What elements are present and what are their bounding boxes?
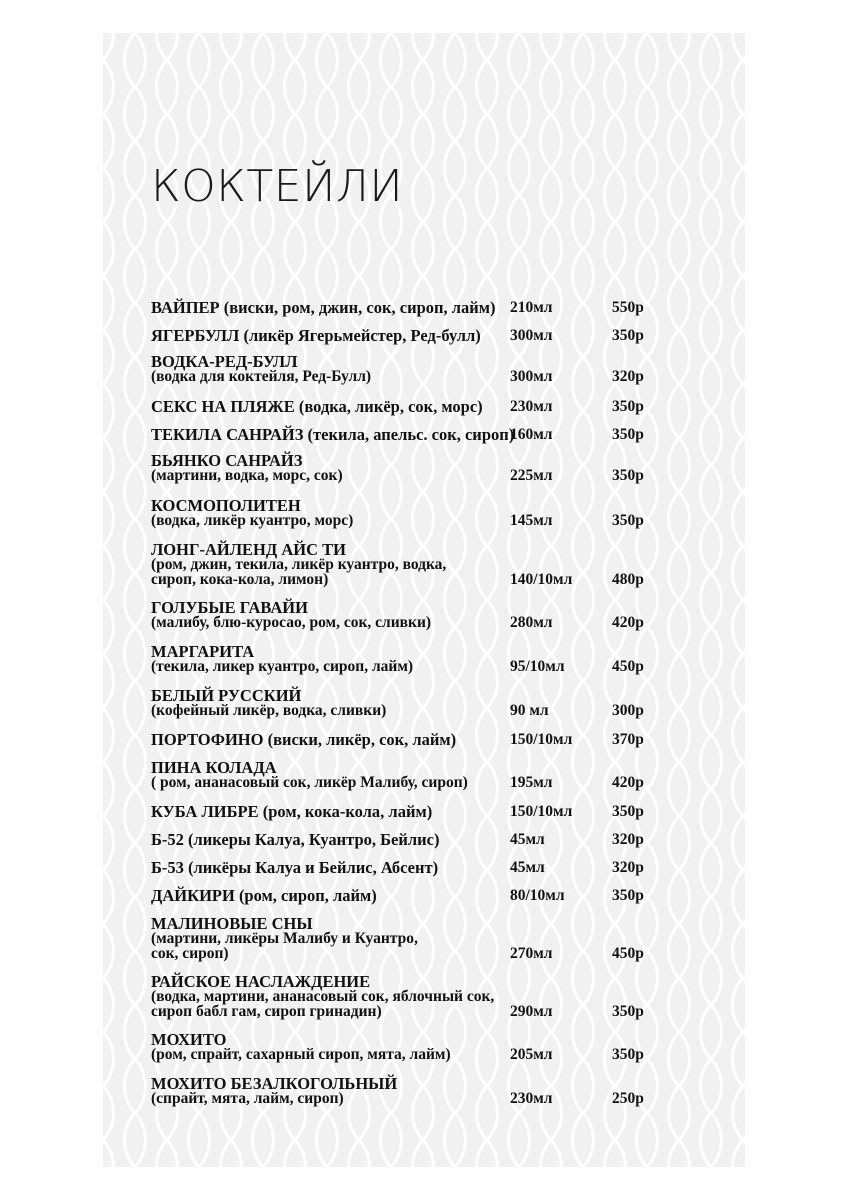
menu-item-description xyxy=(151,328,521,343)
menu-item-name: ПИНА КОЛАДА xyxy=(151,758,277,777)
menu-item-description xyxy=(151,804,521,819)
menu-item-volume: 230мл xyxy=(510,1090,553,1107)
menu-item-description xyxy=(151,644,521,674)
menu-item-price: 480р xyxy=(612,571,644,588)
menu-item-name: МОХИТО БЕЗАЛКОГОЛЬНЫЙ xyxy=(151,1074,398,1093)
menu-item-volume: 150/10мл xyxy=(510,803,573,820)
menu-item-description xyxy=(151,888,521,903)
menu-item-ingredients: (малибу, блю-куросао, ром, сок, сливки) xyxy=(151,614,432,631)
menu-item-volume: 225мл xyxy=(510,467,553,484)
menu-item-volume: 145мл xyxy=(510,512,553,529)
menu-item-ingredients: (мартини, ликёры Малибу и Куантро, xyxy=(151,930,418,947)
menu-item-name: ЛОНГ-АЙЛЕНД АЙС ТИ xyxy=(151,540,346,559)
menu-item-volume: 160мл xyxy=(510,426,553,443)
menu-item-ingredients: ( ром, ананасовый сок, ликёр Малибу, сироп) xyxy=(151,774,468,791)
menu-item-name: КУБА ЛИБРЕ (ром, кока-кола, лайм) xyxy=(151,802,433,821)
menu-item-price: 350р xyxy=(612,398,644,415)
menu-item-price: 350р xyxy=(612,887,644,904)
menu-item-name: Б-52 (ликеры Калуа, Куантро, Бейлис) xyxy=(151,830,440,849)
menu-item-price: 450р xyxy=(612,945,644,962)
menu-item-name: ВАЙПЕР (виски, ром, джин, сок, сироп, лайм) xyxy=(151,298,496,317)
menu-item-volume: 205мл xyxy=(510,1046,553,1063)
menu-item-name: МАЛИНОВЫЕ СНЫ xyxy=(151,914,313,933)
menu-item-price: 320р xyxy=(612,368,644,385)
menu-item-description xyxy=(151,399,521,414)
menu-item-price: 370р xyxy=(612,731,644,748)
menu-item-ingredients: (водка, ликёр куантро, морс) xyxy=(151,512,354,529)
menu-item-name: МАРГАРИТА xyxy=(151,642,255,661)
menu-item-name: ДАЙКИРИ (ром, сироп, лайм) xyxy=(151,886,377,905)
menu-item-ingredients: (мартини, водка, морс, сок) xyxy=(151,467,343,484)
cocktail-menu-list xyxy=(103,33,745,1167)
menu-item-description xyxy=(151,498,521,528)
menu-item-name: ТЕКИЛА САНРАЙЗ (текила, апельс. сок, сироп) xyxy=(151,425,515,444)
menu-item-description xyxy=(151,542,521,587)
menu-item-ingredients: сироп бабл гам, сироп гринадин) xyxy=(151,1003,382,1020)
menu-item-description xyxy=(151,916,521,961)
menu-item-name: ГОЛУБЫЕ ГАВАЙИ xyxy=(151,598,308,617)
menu-item-description xyxy=(151,1076,521,1106)
menu-item-ingredients: (водка для коктейля, Ред-Булл) xyxy=(151,368,372,385)
menu-item-volume: 210мл xyxy=(510,299,553,316)
menu-item-name: СЕКС НА ПЛЯЖЕ (водка, ликёр, сок, морс) xyxy=(151,397,483,416)
menu-item-ingredients: (спрайт, мята, лайм, сироп) xyxy=(151,1090,344,1107)
menu-item-description xyxy=(151,832,521,847)
menu-item-volume: 140/10мл xyxy=(510,571,573,588)
menu-item-volume: 95/10мл xyxy=(510,658,565,675)
menu-item-name: РАЙСКОЕ НАСЛАЖДЕНИЕ xyxy=(151,972,371,991)
menu-item-price: 300р xyxy=(612,702,644,719)
menu-item-price: 350р xyxy=(612,426,644,443)
menu-page xyxy=(103,33,745,1167)
menu-item-ingredients: (кофейный ликёр, водка, сливки) xyxy=(151,702,387,719)
menu-item-name: ПОРТОФИНО (виски, ликёр, сок, лайм) xyxy=(151,730,457,749)
menu-item-price: 320р xyxy=(612,859,644,876)
menu-item-ingredients: (текила, ликер куантро, сироп, лайм) xyxy=(151,658,414,675)
menu-item-volume: 270мл xyxy=(510,945,553,962)
menu-item-ingredients: сок, сироп) xyxy=(151,945,229,962)
menu-item-name: БЬЯНКО САНРАЙЗ xyxy=(151,451,303,470)
menu-item-price: 350р xyxy=(612,327,644,344)
menu-item-volume: 45мл xyxy=(510,831,545,848)
menu-item-price: 420р xyxy=(612,614,644,631)
menu-item-ingredients: (водка, мартини, ананасовый сок, яблочный сок, xyxy=(151,988,495,1005)
menu-item-price: 420р xyxy=(612,774,644,791)
menu-item-price: 250р xyxy=(612,1090,644,1107)
menu-item-name: КОСМОПОЛИТЕН xyxy=(151,496,301,515)
menu-item-description xyxy=(151,688,521,718)
page-title: КОКТЕЙЛИ xyxy=(151,161,404,212)
menu-item-volume: 150/10мл xyxy=(510,731,573,748)
menu-item-ingredients: (ром, спрайт, сахарный сироп, мята, лайм) xyxy=(151,1046,451,1063)
menu-item-description xyxy=(151,974,521,1019)
menu-item-ingredients: (ром, джин, текила, ликёр куантро, водка, xyxy=(151,556,447,573)
menu-item-volume: 300мл xyxy=(510,327,553,344)
menu-item-description xyxy=(151,1032,521,1062)
menu-item-volume: 280мл xyxy=(510,614,553,631)
menu-item-price: 320р xyxy=(612,831,644,848)
menu-item-volume: 80/10мл xyxy=(510,887,565,904)
menu-item-description xyxy=(151,760,521,790)
menu-item-price: 550р xyxy=(612,299,644,316)
menu-item-volume: 195мл xyxy=(510,774,553,791)
menu-item-description xyxy=(151,453,521,483)
menu-item-description xyxy=(151,600,521,630)
menu-item-name: БЕЛЫЙ РУССКИЙ xyxy=(151,686,302,705)
menu-item-name: ЯГЕРБУЛЛ (ликёр Ягерьмейстер, Ред-булл) xyxy=(151,326,481,345)
menu-item-price: 350р xyxy=(612,803,644,820)
menu-item-description xyxy=(151,427,521,442)
menu-item-price: 350р xyxy=(612,1003,644,1020)
menu-item-price: 350р xyxy=(612,467,644,484)
menu-item-price: 350р xyxy=(612,1046,644,1063)
menu-item-volume: 290мл xyxy=(510,1003,553,1020)
menu-item-volume: 45мл xyxy=(510,859,545,876)
menu-item-description xyxy=(151,300,521,315)
menu-item-name: Б-53 (ликёры Калуа и Бейлис, Абсент) xyxy=(151,858,439,877)
menu-item-volume: 230мл xyxy=(510,398,553,415)
menu-item-name: МОХИТО xyxy=(151,1030,227,1049)
menu-item-ingredients: сироп, кока-кола, лимон) xyxy=(151,571,329,588)
menu-item-volume: 90 мл xyxy=(510,702,549,719)
menu-item-volume: 300мл xyxy=(510,368,553,385)
menu-item-description xyxy=(151,860,521,875)
menu-item-name: ВОДКА-РЕД-БУЛЛ xyxy=(151,352,298,371)
menu-item-price: 350р xyxy=(612,512,644,529)
menu-item-price: 450р xyxy=(612,658,644,675)
menu-item-description xyxy=(151,354,521,384)
menu-item-description xyxy=(151,732,521,747)
